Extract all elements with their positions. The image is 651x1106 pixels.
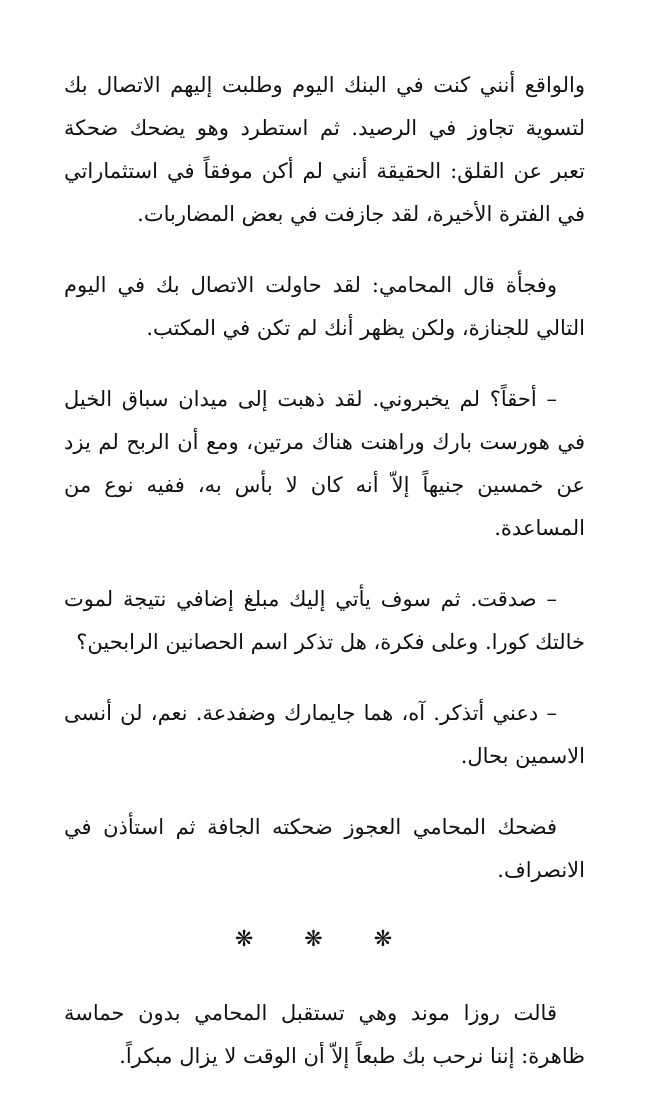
paragraph: – دعني أتذكر. آه، هما جايمارك وضفدعة. نعم، لن أنسى الاسمين بحال. xyxy=(64,701,585,768)
closing-paragraph: قالت روزا موند وهي تستقبل المحامي بدون حماسة ظاهرة: إننا نرحب بك طبعاً إلاّ أن الوقت لا يزال مبكراً. xyxy=(64,1001,585,1068)
paragraph: وفجأة قال المحامي: لقد حاولت الاتصال بك في اليوم التالي للجنازة، ولكن يظهر أنك لم تكن في المكتب. xyxy=(64,273,585,340)
section-separator: ❋ ❋ ❋ xyxy=(234,927,415,952)
paragraph: فضحك المحامي العجوز ضحكته الجافة ثم استأذن في الانصراف. xyxy=(64,815,585,882)
book-page xyxy=(64,64,585,1106)
paragraph: – أحقاً؟ لم يخبروني. لقد ذهبت إلى ميدان سباق الخيل في هورست بارك وراهنت هناك مرتين، ومع أن الربح لم يزد عن خمسين جنيهاً إلاّ أنه كان لا بأس به، ففيه نوع من المساعدة. xyxy=(64,387,585,540)
paragraph: – صدقت. ثم سوف يأتي إليك مبلغ إضافي نتيجة لموت خالتك كورا. وعلى فكرة، هل تذكر اسم الحصانين الرابحين؟ xyxy=(64,587,585,654)
paragraph: والواقع أنني كنت في البنك اليوم وطلبت إليهم الاتصال بك لتسوية تجاوز في الرصيد. ثم استطرد وهو يضحك ضحكة تعبر عن القلق: الحقيقة أنني لم أكن موفقاً في استثماراتي في الفترة الأخيرة، لقد جازفت في بعض المضاربات. xyxy=(64,73,585,226)
